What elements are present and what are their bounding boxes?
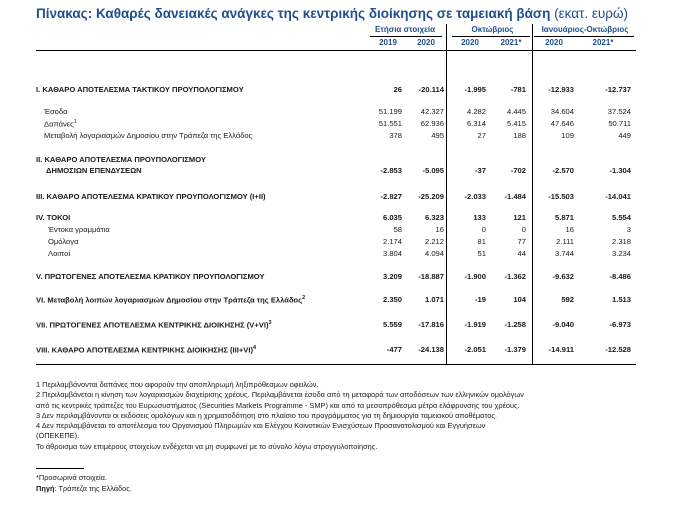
- header-group-jan-oct: Ιανουάριος-Οκτώβριος: [541, 25, 629, 34]
- footnote: (ΟΠΕΚΕΠΕ).: [36, 431, 80, 441]
- cell: 42.327: [420, 107, 444, 116]
- cell: 2.350: [382, 295, 402, 304]
- footnote: από τις κεντρικές τράπεζες του Ευρωσυστήματος (Securities Markets Programme - SMP) και από τα μεσοπρόθεσμα μέτρα ελάφρυνσης του χρέους.: [36, 400, 520, 410]
- row-label: Ομόλογα: [48, 237, 79, 246]
- cell: 4.445: [506, 107, 526, 116]
- footnote-ref: 4: [253, 345, 257, 351]
- cell: 51.551: [378, 119, 402, 128]
- table-row: [36, 237, 700, 248]
- cell: -1.379: [504, 345, 526, 354]
- table-row: [36, 320, 700, 331]
- cell: -9.632: [552, 272, 574, 281]
- header-bottom-rule: [36, 50, 636, 51]
- cell: 2.174: [382, 237, 402, 246]
- cell: -15.503: [548, 192, 574, 201]
- cell: 5.559: [382, 320, 402, 329]
- cell: 2.212: [424, 237, 444, 246]
- cell: 81: [477, 237, 486, 246]
- cell: 592: [561, 295, 574, 304]
- row-label: [36, 320, 272, 330]
- cell: 1.513: [611, 295, 631, 304]
- table-row: [36, 192, 700, 203]
- cell: -477: [386, 345, 402, 354]
- table-row: [36, 131, 700, 142]
- cell: 51.199: [378, 107, 402, 116]
- header-underline-annual: [370, 36, 442, 37]
- row-label: [44, 119, 77, 129]
- cell: -1.304: [609, 166, 631, 175]
- cell: -9.040: [552, 320, 574, 329]
- header-janoct-2021: 2021*: [592, 38, 614, 47]
- cell: -12.528: [605, 345, 631, 354]
- cell: 6.323: [424, 213, 444, 222]
- cell: -1.258: [504, 320, 526, 329]
- source-line: [36, 484, 132, 495]
- cell: -25.209: [418, 192, 444, 201]
- cell: 0: [521, 225, 526, 234]
- cell: -18.887: [418, 272, 444, 281]
- cell: 5.871: [554, 213, 574, 222]
- cell: -2.827: [380, 192, 402, 201]
- cell: 58: [393, 225, 402, 234]
- cell: 6.314: [466, 119, 486, 128]
- cell: 495: [431, 131, 444, 140]
- row-label: [36, 295, 305, 305]
- row-label: Έντοκα γραμμάτια: [48, 225, 110, 234]
- table-row: [36, 249, 700, 260]
- cell: 0: [481, 225, 486, 234]
- cell: 27: [477, 131, 486, 140]
- footnote: Το άθροισμα των επιμέρους στοιχείων ενδέχεται να μη συμφωνεί με το σύνολο λόγω στρογγυλοποίησης.: [36, 441, 378, 451]
- cell: 1.071: [424, 295, 444, 304]
- header-underline-october: [452, 36, 530, 37]
- header-year-2020: 2020: [417, 38, 435, 47]
- cell: 104: [513, 295, 526, 304]
- row-label: I. ΚΑΘΑΡΟ ΑΠΟΤΕΛΕΣΜΑ ΤΑΚΤΙΚΟΥ ΠΡΟΥΠΟΛΟΓΙΣΜΟΥ: [36, 85, 244, 94]
- cell: -8.486: [609, 272, 631, 281]
- cell: -2.051: [464, 345, 486, 354]
- cell: 3: [626, 225, 631, 234]
- table-row: [36, 155, 700, 166]
- row-label: [36, 345, 256, 355]
- cell: -1.995: [464, 85, 486, 94]
- table-title-main: Πίνακας: Καθαρές δανειακές ανάγκες της κεντρικής διοίκησης σε ταμειακή βάση: [36, 6, 551, 21]
- table-row: [36, 166, 700, 177]
- cell: 2.111: [556, 237, 574, 246]
- cell: 3.804: [382, 249, 402, 258]
- footnote-ref: 3: [268, 320, 272, 326]
- row-label-text: VIII. ΚΑΘΑΡΟ ΑΠΟΤΕΛΕΣΜΑ ΚΕΝΤΡΙΚΗΣ ΔΙΟΙΚΗΣΗΣ (III+VI): [36, 345, 254, 355]
- table-row: [36, 85, 700, 96]
- cell: 16: [435, 225, 444, 234]
- source-text: : Τράπεζα της Ελλάδος.: [54, 483, 132, 493]
- source-block: [36, 473, 132, 494]
- row-label: IV. ΤΟΚΟΙ: [36, 213, 71, 222]
- cell: 133: [473, 213, 486, 222]
- cell: 26: [393, 85, 402, 94]
- row-label: V. ΠΡΩΤΟΓΕΝΕΣ ΑΠΟΤΕΛΕΣΜΑ ΚΡΑΤΙΚΟΥ ΠΡΟΥΠΟΛΟΓΙΣΜΟΥ: [36, 272, 265, 281]
- cell: 62.936: [420, 119, 444, 128]
- header-group-annual: Ετήσια στοιχεία: [374, 25, 436, 34]
- cell: -17.816: [418, 320, 444, 329]
- cell: 4.282: [466, 107, 486, 116]
- row-label: Λοιποί: [48, 249, 71, 258]
- cell: -24.138: [418, 345, 444, 354]
- header-oct-2021: 2021*: [500, 38, 522, 47]
- row-label: III. ΚΑΘΑΡΟ ΑΠΟΤΕΛΕΣΜΑ ΚΡΑΤΙΚΟΥ ΠΡΟΥΠΟΛΟΓΙΣΜΟΥ (I+II): [36, 192, 266, 201]
- cell: 2.318: [611, 237, 631, 246]
- cell: 3.744: [554, 249, 574, 258]
- cell: 16: [565, 225, 574, 234]
- cell: -781: [510, 85, 526, 94]
- cell: 77: [517, 237, 526, 246]
- footnotes: [36, 380, 656, 452]
- cell: 50.711: [608, 119, 631, 128]
- cell: 37.524: [607, 107, 631, 116]
- footnote-ref: 2: [302, 295, 306, 301]
- row-label: Μεταβολή λογαριασμών Δημοσίου στην Τράπεζα της Ελλάδος: [44, 131, 253, 140]
- table-row: [36, 213, 700, 224]
- cell: 47.646: [550, 119, 574, 128]
- row-label: II. ΚΑΘΑΡΟ ΑΠΟΤΕΛΕΣΜΑ ΠΡΟΥΠΟΛΟΓΙΣΜΟΥ: [36, 155, 206, 164]
- row-label-text: VII. ΠΡΩΤΟΓΕΝΕΣ ΑΠΟΤΕΛΕΣΜΑ ΚΕΝΤΡΙΚΗΣ ΔΙΟΙΚΗΣΗΣ (V+VI): [36, 320, 269, 330]
- header-underline-jan-oct: [534, 36, 634, 37]
- cell: -702: [510, 166, 526, 175]
- cell: -2.853: [380, 166, 402, 175]
- cell: 6.035: [382, 213, 402, 222]
- cell: -6.973: [609, 320, 631, 329]
- cell: -12.737: [605, 85, 631, 94]
- cell: -5.095: [422, 166, 444, 175]
- cell: 44: [517, 249, 526, 258]
- header-group-october: Οκτώβριος: [471, 25, 514, 34]
- header-janoct-2020: 2020: [545, 38, 563, 47]
- cell: 378: [389, 131, 402, 140]
- table-row: [36, 119, 700, 130]
- footnote: 1 Περιλαμβάνονται δαπάνες που αφορούν την αποπληρωμή ληξιπρόθεσμων οφειλών.: [36, 380, 319, 389]
- source-label: Πηγή: [36, 483, 55, 493]
- table-row: [36, 225, 700, 236]
- row-label: Έσοδα: [44, 107, 68, 116]
- cell: 51: [477, 249, 486, 258]
- footnote: 2 Περιλαμβάνεται η κίνηση των λογαριασμών διαχείρισης χρέους. Περιλαμβάνεται έσοδα από τη μεταφορά των αποδόσεων των ελληνικών ομολόγων: [36, 390, 524, 400]
- table-title-unit: (εκατ. ευρώ): [554, 6, 629, 21]
- cell: -2.033: [464, 192, 486, 201]
- cell: -19: [475, 295, 486, 304]
- header-year-2019: 2019: [379, 38, 397, 47]
- table-bottom-rule: [36, 364, 636, 365]
- cell: 121: [513, 213, 526, 222]
- footer-rule: [36, 468, 84, 469]
- cell: -20.114: [418, 85, 444, 94]
- footnote: 3 Δεν περιλαμβάνονται οι εκδόσεις ομολόγων και η χρηματοδότηση στο πλαίσιο του προγράμματος για τη δημιουργία ταμειακού αποθέματος.: [36, 410, 497, 420]
- table-title: [36, 6, 700, 21]
- header-oct-2020: 2020: [461, 38, 479, 47]
- row-label-text: Δαπάνες: [44, 119, 74, 129]
- cell: -12.933: [548, 85, 574, 94]
- row-label-text: VI. Μεταβολή λοιπών λογαριασμών Δημοσίου στην Τράπεζα της Ελλάδος: [36, 295, 303, 305]
- table-row: [36, 107, 700, 118]
- cell: 5.415: [506, 119, 526, 128]
- cell: 4.094: [424, 249, 444, 258]
- table-row: [36, 272, 700, 283]
- cell: -2.570: [552, 166, 574, 175]
- cell: 3.234: [611, 249, 631, 258]
- cell: -37: [475, 166, 486, 175]
- cell: 3.209: [382, 272, 402, 281]
- table-row: [36, 345, 700, 356]
- cell: -1.919: [464, 320, 486, 329]
- footnote-ref: 1: [73, 119, 77, 125]
- cell: 109: [561, 131, 574, 140]
- cell: -1.900: [464, 272, 486, 281]
- table-row: [36, 295, 700, 306]
- cell: -1.362: [504, 272, 526, 281]
- cell: -14.911: [548, 345, 574, 354]
- cell: 5.554: [611, 213, 631, 222]
- footnote: 4 Δεν περιλαμβάνεται το αποτέλεσμα του Οργανισμού Πληρωμών και Ελέγχου Κοινοτικών Ενισχύσεων Προσανατολισμού και Εγγυήσεων: [36, 421, 486, 431]
- cell: 188: [513, 131, 526, 140]
- provisional-note: *Προσωρινά στοιχεία.: [36, 473, 107, 482]
- cell: 34.604: [550, 107, 574, 116]
- row-label: ΔΗΜΟΣΙΩΝ ΕΠΕΝΔΥΣΕΩΝ: [46, 166, 142, 175]
- cell: -14.041: [605, 192, 631, 201]
- cell: 449: [618, 131, 631, 140]
- cell: -1.484: [504, 192, 526, 201]
